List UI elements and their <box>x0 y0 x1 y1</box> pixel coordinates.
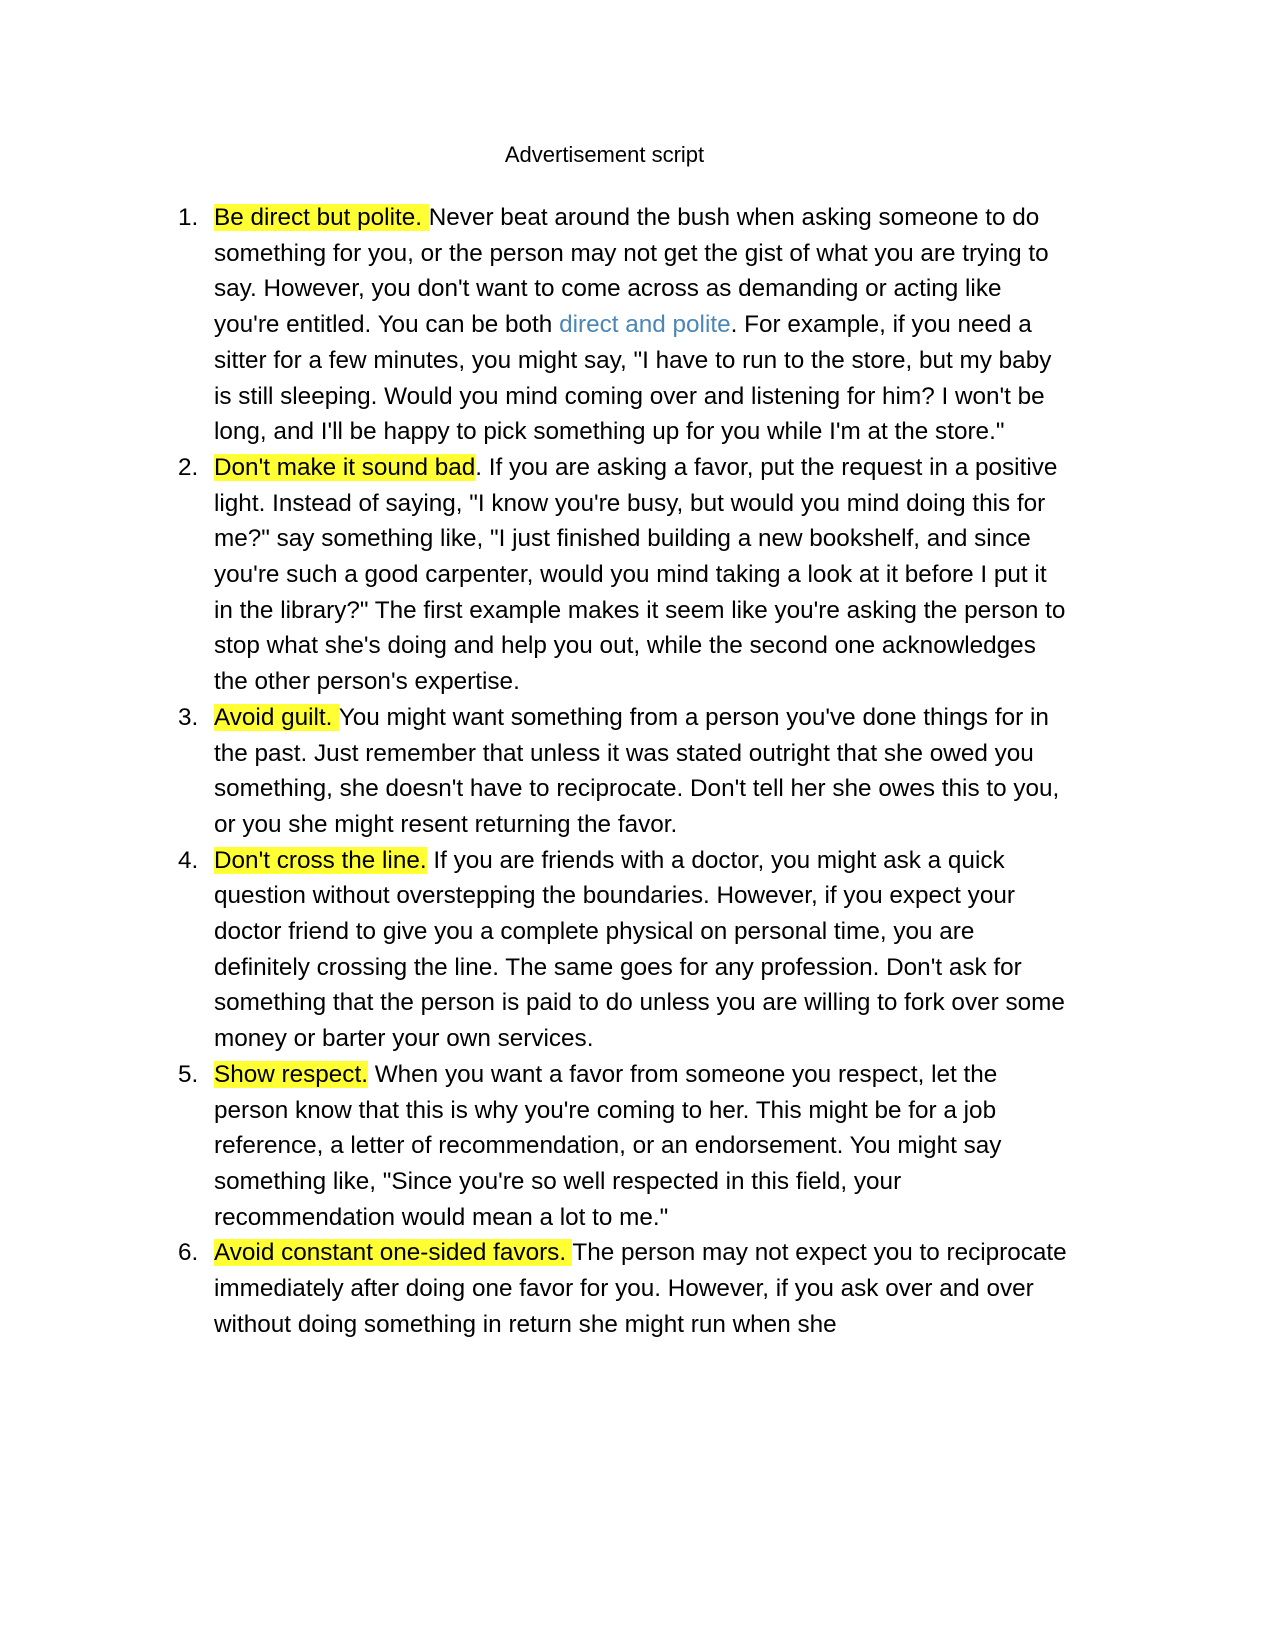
item-body: If you are friends with a doctor, you might ask a quick question without overstepping the boundaries. However, if you expect your doctor friend to give you a complete physical on personal time, you are definitely crossing the line. The same goes for any profession. Don't ask for something that the person is paid to do unless you are willing to fork over some money or barter your own services. <box>214 846 1065 1053</box>
list-item <box>178 200 1068 450</box>
document-title: Advertisement script <box>504 142 705 167</box>
item-heading-highlight: Don't make it sound bad <box>214 453 476 481</box>
item-heading-highlight: Avoid guilt. <box>214 703 339 731</box>
item-heading-highlight: Show respect. <box>214 1060 368 1088</box>
item-body: You might want something from a person you've done things for in the past. Just remember that unless it was stated outright that she owed you something, she doesn't have to reciprocate. Don't tell her she owes this to you, or you she might resent returning the favor. <box>214 703 1060 838</box>
list-item <box>178 1057 1068 1236</box>
item-number: 4. <box>178 846 199 874</box>
item-body: Never beat around the bush when asking someone to do something for you, or the person may not get the gist of what you are trying to say. However, you don't want to come across as demanding or acting like you're entitled. You can be both <box>214 204 1049 339</box>
item-heading-highlight: Avoid constant one-sided favors. <box>214 1239 573 1267</box>
item-number: 3. <box>178 703 199 731</box>
item-number: 2. <box>178 453 199 481</box>
item-heading-highlight: Be direct but polite. <box>214 204 429 231</box>
item-number: 1. <box>178 204 199 231</box>
item-number: 6. <box>178 1239 199 1267</box>
list-item <box>178 700 1068 843</box>
direct-and-polite-link[interactable]: direct and polite <box>559 311 731 339</box>
list-item <box>178 1235 1068 1342</box>
item-body: . If you are asking a favor, put the request in a positive light. Instead of saying, "I know you're busy, but would you mind doing this for me?" say something like, "I just finished building a new bookshelf, and since you're such a good carpenter, would you mind taking a look at it before I put it in the library?" The first example makes it seem like you're asking the person to stop what she's doing and help you out, while the second one acknowledges the other person's expertise. <box>214 453 1066 696</box>
list-item <box>178 450 1068 700</box>
item-body: The person may not expect you to reciprocate immediately after doing one favor for you. However, if you ask over and over without doing something in return she might run when she <box>214 1239 1067 1338</box>
item-body-continued: . For example, if you need a sitter for a few minutes, you might say, "I have to run to the store, but my baby is still sleeping. Would you mind coming over and listening for him? I won't be long, and I'll be happy to pick something up for you while I'm at the store." <box>214 311 1052 446</box>
item-number: 5. <box>178 1060 199 1088</box>
list-item <box>178 843 1068 1057</box>
item-body: When you want a favor from someone you respect, let the person know that this is why you're coming to her. This might be for a job reference, a letter of recommendation, or an endorsement. You might say something like, "Since you're so well respected in this field, your recommendation would mean a lot to me." <box>214 1060 1002 1231</box>
tips-list <box>178 200 1068 1343</box>
item-heading-highlight: Don't cross the line. <box>214 846 427 874</box>
